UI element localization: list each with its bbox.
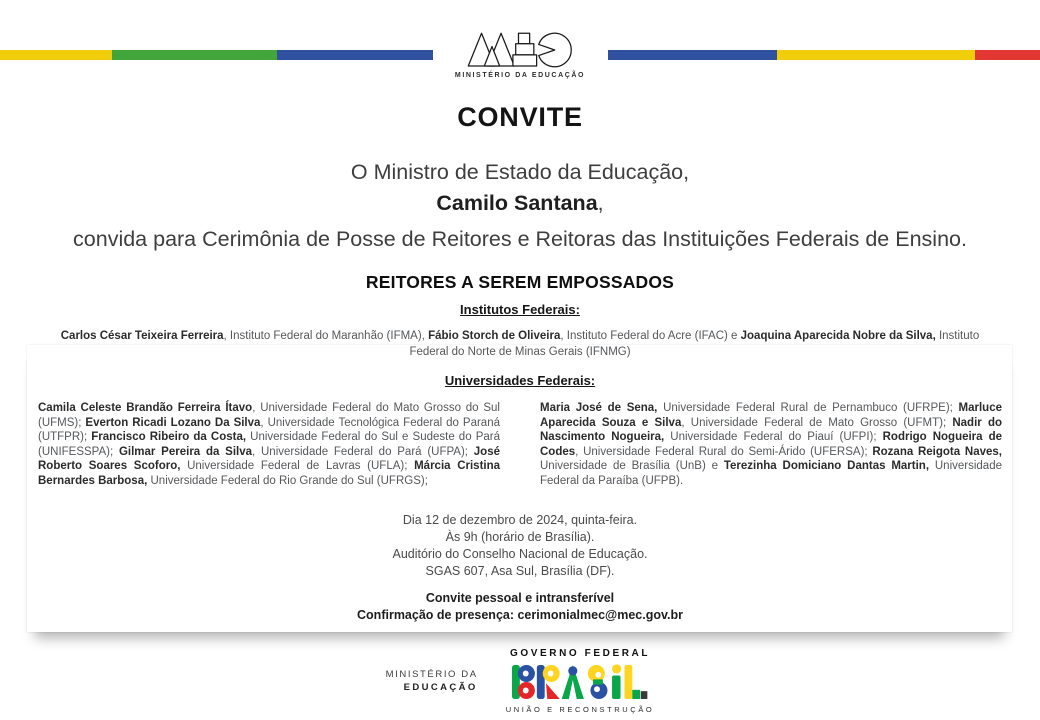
event-time: Às 9h (horário de Brasília). [445, 530, 595, 544]
ministry-wordmark [386, 668, 478, 694]
universidades-column-left: Camila Celeste Brandão Ferreira Ítavo, Universidade Federal do Mato Grosso do Sul (UFMS); Everton Ricadi Lozano Da Silva, Universidade Tecnológica Federal do Paraná (UTFPR); Francisco Ribeiro da Costa, Universidade Federal do Sul e Sudeste do Pará (UNIFESSPA); Gilmar Pereira da Silva, Universidade Federal do Pará (UFPA); José Roberto Soares Scoforo, Universidade Federal de Lavras (UFLA); Márcia Cristina Bernardes Barbosa, Universidade Federal do Rio Grande do Sul (UFRGS); [38, 402, 501, 487]
event-venue: Auditório do Conselho Nacional de Educação. [392, 547, 648, 561]
event-address: SGAS 607, Asa Sul, Brasília (DF). [425, 564, 615, 578]
event-date: Dia 12 de dezembro de 2024, quinta-feira. [402, 513, 638, 527]
invite-line: convida para Cerimônia de Posse de Reitores e Reitoras das Instituições Federais de Ensino. [73, 227, 967, 251]
ministry-wordmark-line2: EDUCAÇÃO [403, 682, 478, 693]
institutos-paragraph: Carlos César Teixeira Ferreira, Instituto Federal do Maranhão (IFMA), Fábio Storch de Oliveira, Instituto Federal do Acre (IFAC) e Joaquina Aparecida Nobre da Silva, Instituto Federal do Norte de Minas Gerais (IFNMG) [60, 330, 980, 358]
universidades-columns [38, 401, 1002, 489]
universidades-heading: Universidades Federais: [444, 373, 596, 388]
governo-federal-logo [506, 648, 655, 714]
page-title: CONVITE [457, 102, 583, 132]
minister-name: Camilo Santana, [436, 191, 604, 215]
personal-note: Convite pessoal e intransferível [425, 591, 615, 605]
ministry-wordmark-line1: MINISTÉRIO DA [385, 669, 478, 680]
universidades-column-right: Maria José de Sena, Universidade Federal Rural de Pernambuco (UFRPE); Marluce Aparecida Souza e Silva, Universidade Federal de Mato Grosso (UFMT); Nadir do Nascimento Nogueira, Universidade Federal do Piauí (UFPI); Rodrigo Nogueira de Codes, Universidade Federal Rural do Semi-Árido (UFERSA); Rozana Reigota Naves, Universidade de Brasília (UnB) e Terezinha Domiciano Dantas Martin, Universidade Federal da Paraíba (UFPB). [540, 402, 1003, 487]
event-details [0, 512, 1040, 580]
uniao-reconstrucao-label: UNIÃO E RECONSTRUÇÃO [505, 705, 655, 714]
intro-line: O Ministro de Estado da Educação, [350, 160, 690, 184]
institutos-heading: Institutos Federais: [460, 302, 580, 317]
section-heading: REITORES A SEREM EMPOSSADOS [365, 272, 675, 292]
bottom-logos [0, 648, 1040, 714]
governo-federal-label: GOVERNO FEDERAL [509, 648, 651, 659]
brasil-logo-icon [512, 662, 648, 702]
mec-logo-label: MINISTÉRIO DA EDUCAÇÃO [454, 72, 586, 79]
rsvp-line: Confirmação de presença: cerimonialmec@mec.gov.br [357, 608, 683, 622]
